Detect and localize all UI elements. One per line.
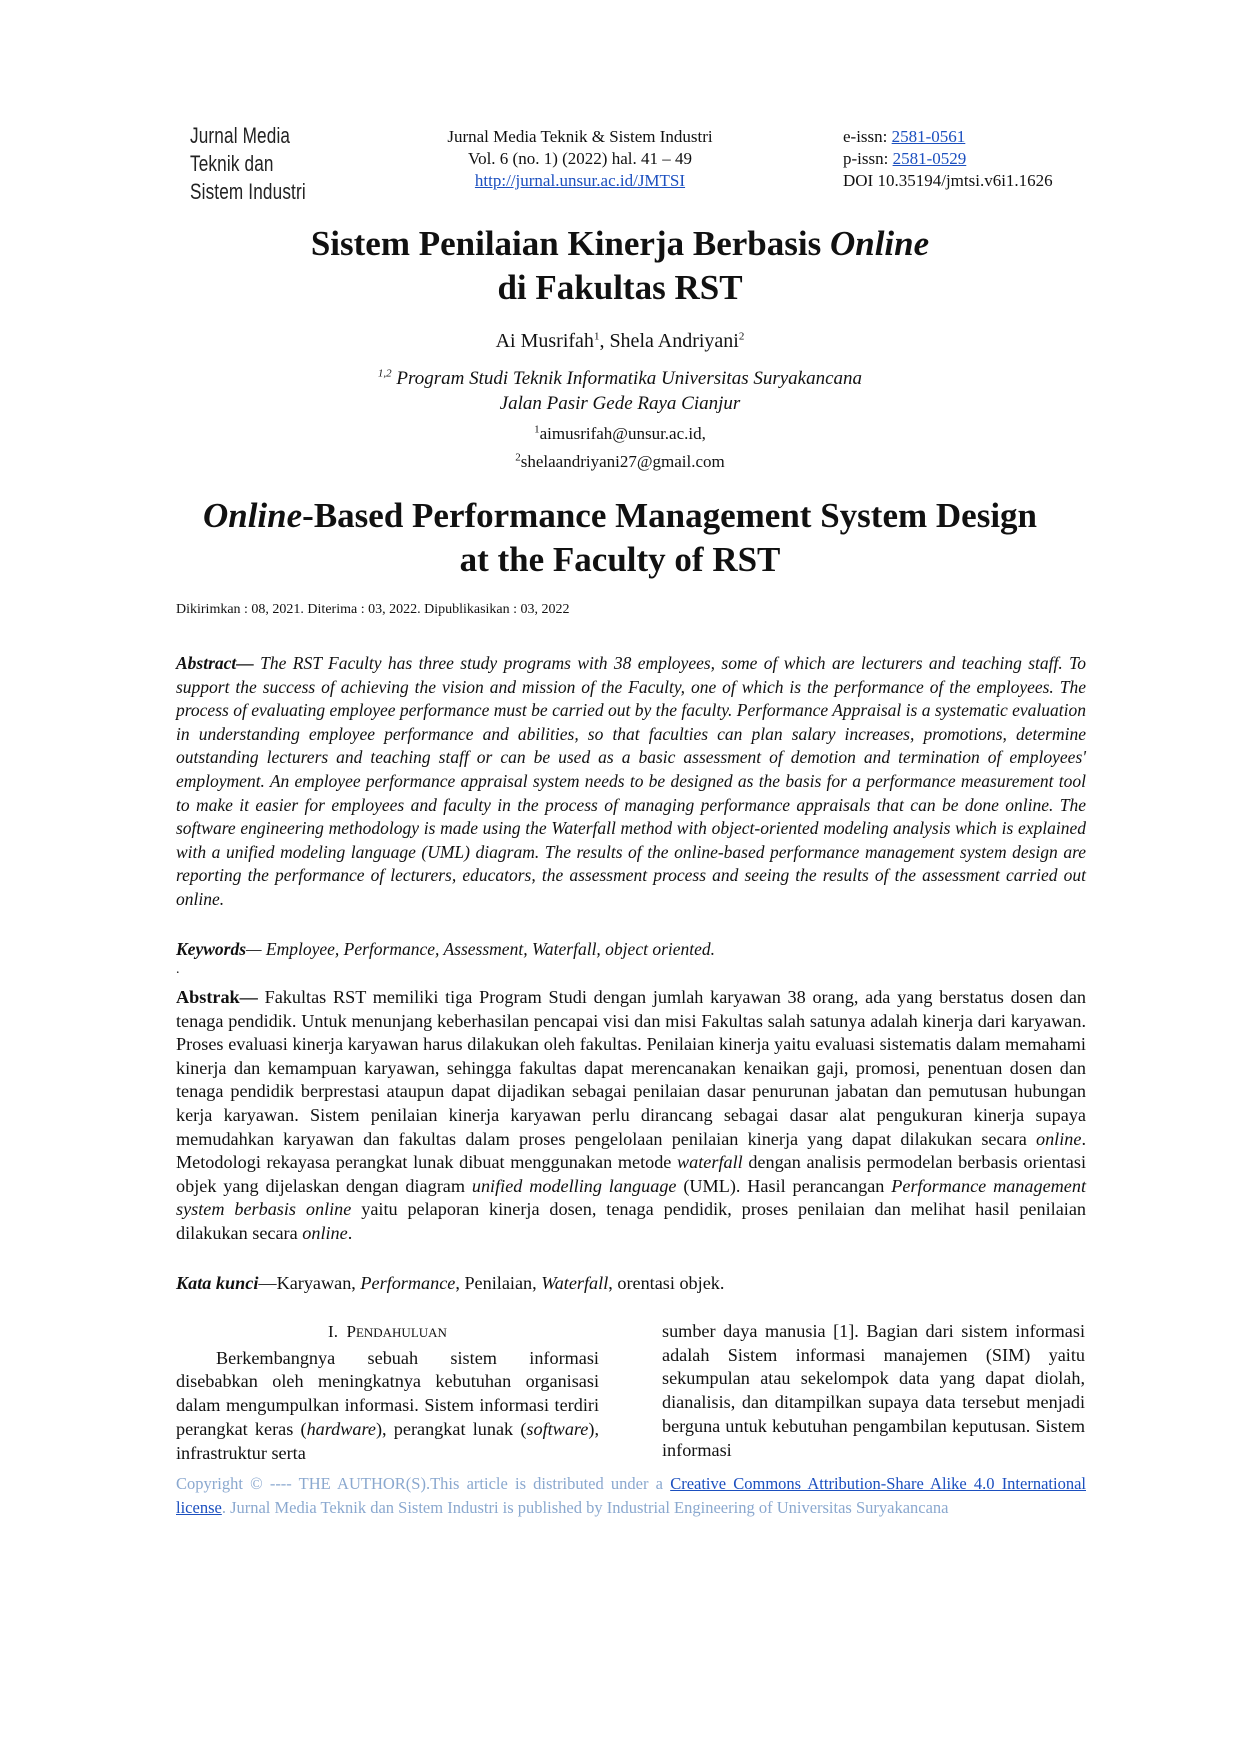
intro-continuation: sumber daya manusia [1]. Bagian dari sistem informasi adalah Sistem informasi manajemen (SIM) yaitu sekumpulan atau sekelompok data yang dapat diolah, dianalisis, dan ditampilkan supaya data tersebut menjadi berguna untuk kebutuhan pengambilan keputusan. Sistem informasi <box>662 1321 1085 1460</box>
pissn-link[interactable]: 2581-0529 <box>892 149 967 168</box>
author-1: Ai Musrifah <box>495 330 594 352</box>
author-separator: , <box>599 330 610 352</box>
abstract-id-italic-1: online <box>1035 1128 1082 1149</box>
abstract-id-text-2: . Metodologi rekayasa perangkat lunak dibuat menggunakan metode <box>176 1128 1086 1173</box>
abstract-id-text-3: dengan analisis permodelan berbasis orientasi objek yang dijelaskan dengan diagram <box>176 1152 1086 1196</box>
email-1-sup: 1 <box>534 423 540 436</box>
keywords-id-italic-1: Performance <box>360 1273 456 1293</box>
title-en-italic: Online <box>202 496 303 535</box>
abstract-id-italic-3: unified modelling language <box>471 1175 677 1196</box>
title-id-part1: Sistem Penilaian Kinerja Berbasis <box>310 224 830 263</box>
keywords-id-label: Kata kunci <box>176 1273 259 1293</box>
title-english <box>150 494 1090 582</box>
affiliation-sup: 1,2 <box>377 367 392 380</box>
affiliation <box>200 366 1040 416</box>
email-2-sup: 2 <box>515 451 521 464</box>
section-heading-rest: ENDAHULUAN <box>355 1325 447 1340</box>
abstract-id-text-4: (UML). Hasil perancangan <box>676 1175 892 1196</box>
intro-text-2: ), perangkat lunak ( <box>375 1418 527 1439</box>
eissn-link[interactable]: 2581-0561 <box>891 127 966 146</box>
footer-text-2: . Jurnal Media Teknik dan Sistem Industri is published by Industrial Engineering of Universitas Suryakancana <box>221 1498 949 1517</box>
intro-italic-1: hardware <box>306 1418 376 1439</box>
author-2: Shela Andriyani <box>609 330 739 352</box>
logo-line-2: Teknik dan <box>190 151 274 176</box>
column-right <box>662 1320 1085 1462</box>
affiliation-line2: Jalan Pasir Gede Raya Cianjur <box>499 393 741 414</box>
intro-paragraph <box>176 1347 599 1466</box>
keywords-id-text-3: , orentasi objek. <box>608 1273 725 1293</box>
abstract-en-text: The RST Faculty has three study programs with 38 employees, some of which are lecturers and teaching staff. To support the success of achieving the vision and mission of the Faculty, one of which is the performance of the employees. The process of evaluating employee performance must be carried out by the faculty. Performance Appraisal is a systematic evaluation in understanding employee performance and abilities, so that faculties can plan salary increases, promotions, determine outstanding lecturers and teaching staff or can be used as a basic assessment of demotion and termination of employees' employment. An employee performance appraisal system needs to be designed as the basis for a performance measurement tool to make it easier for employees and faculty in the process of managing performance appraisals that can be done online. The software engineering methodology is made using the Waterfall method with object-oriented modeling analysis which is explained with a unified modeling language (UML) diagram. The results of the online-based performance management system design are reporting the performance of lecturers, educators, the assessment process and seeing the results of the assessment carried out online. <box>176 653 1086 909</box>
journal-info <box>400 126 760 192</box>
keywords-id-text-2: , Penilaian, <box>455 1273 542 1293</box>
abstract-id-italic-5: online <box>302 1222 348 1243</box>
email-1: aimusrifah@unsur.ac.id, <box>539 424 706 443</box>
eissn-label: e-issn: <box>843 127 892 146</box>
journal-name: Jurnal Media Teknik & Sistem Industri <box>447 127 713 146</box>
abstract-id-italic-4: Performance management system berbasis online <box>176 1175 1087 1220</box>
title-en-rest: -Based Performance Management System Design <box>302 496 1038 535</box>
title-indonesian <box>200 222 1040 310</box>
journal-url-link[interactable]: http://jurnal.unsur.ac.id/JMTSI <box>474 171 686 190</box>
authors <box>200 328 1040 354</box>
footer-text-1: Copyright © ---- THE AUTHOR(S).This article is distributed under a <box>176 1474 671 1493</box>
abstract-id-text-6: . <box>347 1222 353 1243</box>
keywords-english <box>176 938 1086 962</box>
copyright-footer <box>176 1472 1086 1520</box>
column-left <box>176 1320 599 1465</box>
issn-info <box>843 126 1053 192</box>
logo-line-3: Sistem Industri <box>190 179 306 204</box>
journal-volume: Vol. 6 (no. 1) (2022) hal. 41 – 49 <box>468 149 692 168</box>
abstract-id-italic-2: waterfall <box>677 1152 743 1173</box>
intro-text-3: ), infrastruktur serta <box>176 1418 599 1463</box>
abstract-id-text-5: yaitu pelaporan kinerja dosen, tenaga pendidik, proses penilaian dan melihat hasil penilaian dilakukan secara <box>176 1199 1086 1243</box>
section-number: I. <box>328 1322 338 1341</box>
section-heading-cap: P <box>346 1322 356 1341</box>
keywords-id-italic-2: Waterfall <box>541 1273 609 1293</box>
keywords-indonesian <box>176 1272 1086 1296</box>
author-1-sup: 1 <box>593 330 600 343</box>
author-2-sup: 2 <box>738 330 745 343</box>
affiliation-line1: Program Studi Teknik Informatika Universitas Suryakancana <box>391 368 863 389</box>
pissn-label: p-issn: <box>843 149 893 168</box>
doi: DOI 10.35194/jmtsi.v6i1.1626 <box>843 171 1053 190</box>
abstract-id-text-1: Fakultas RST memiliki tiga Program Studi dengan jumlah karyawan 38 orang, ada yang berstatus dosen dan tenaga pendidik. Untuk menunjang keberhasilan pencapai visi dan misi Fakultas salah satunya adalah kinerja dari karyawan. Proses evaluasi kinerja karyawan harus dilakukan oleh fakultas. Penilaian kinerja yaitu evaluasi sistematis dalam memahami kinerja dan kemampuan karyawan, sehingga fakultas dapat merencanakan kenaikan gaji, promosi, penentuan dosen dan tenaga pendidik berprestasi ataupun dapat dijadikan sebagai penilaian dasar penurunan jabatan dan pemutusan hubungan kerja karyawan. Sistem penilaian kinerja karyawan perlu dirancang sebagai dasar alat pengukuran kinerja supaya memudahkan karyawan dan fakultas dalam proses pengelolaan penilaian kinerja yang dapat dilakukan secara <box>176 987 1086 1149</box>
abstract-indonesian <box>176 986 1086 1246</box>
title-id-italic: Online <box>829 224 930 263</box>
abstract-en-label: Abstract— <box>176 653 254 673</box>
title-id-line2: di Fakultas RST <box>497 268 743 307</box>
title-en-line2: at the Faculty of RST <box>459 540 781 579</box>
author-emails <box>200 420 1040 476</box>
submission-dates: Dikirimkan : 08, 2021. Diterima : 03, 2022. Dipublikasikan : 03, 2022 <box>176 602 570 617</box>
abstract-english <box>176 652 1086 912</box>
logo-line-1: Jurnal Media <box>190 123 291 148</box>
keywords-en-text: — Employee, Performance, Assessment, Waterfall, object oriented. <box>246 939 716 959</box>
intro-italic-2: software <box>526 1418 589 1439</box>
abstract-id-label: Abstrak— <box>176 987 258 1007</box>
license-link[interactable]: Creative Commons Attribution-Share Alike 4.0 International license <box>176 1474 1086 1517</box>
section-heading <box>176 1320 599 1345</box>
keywords-en-label: Keywords <box>176 939 246 959</box>
keywords-id-text-1: —Karyawan, <box>258 1273 361 1293</box>
journal-logo <box>190 122 306 206</box>
intro-text-1: Berkembangnya sebuah sistem informasi disebabkan oleh meningkatnya kebutuhan organisasi dalam mengumpulkan informasi. Sistem informasi terdiri perangkat keras ( <box>176 1347 599 1439</box>
separator-dot: . <box>176 962 180 977</box>
email-2: shelaandriyani27@gmail.com <box>520 452 725 471</box>
